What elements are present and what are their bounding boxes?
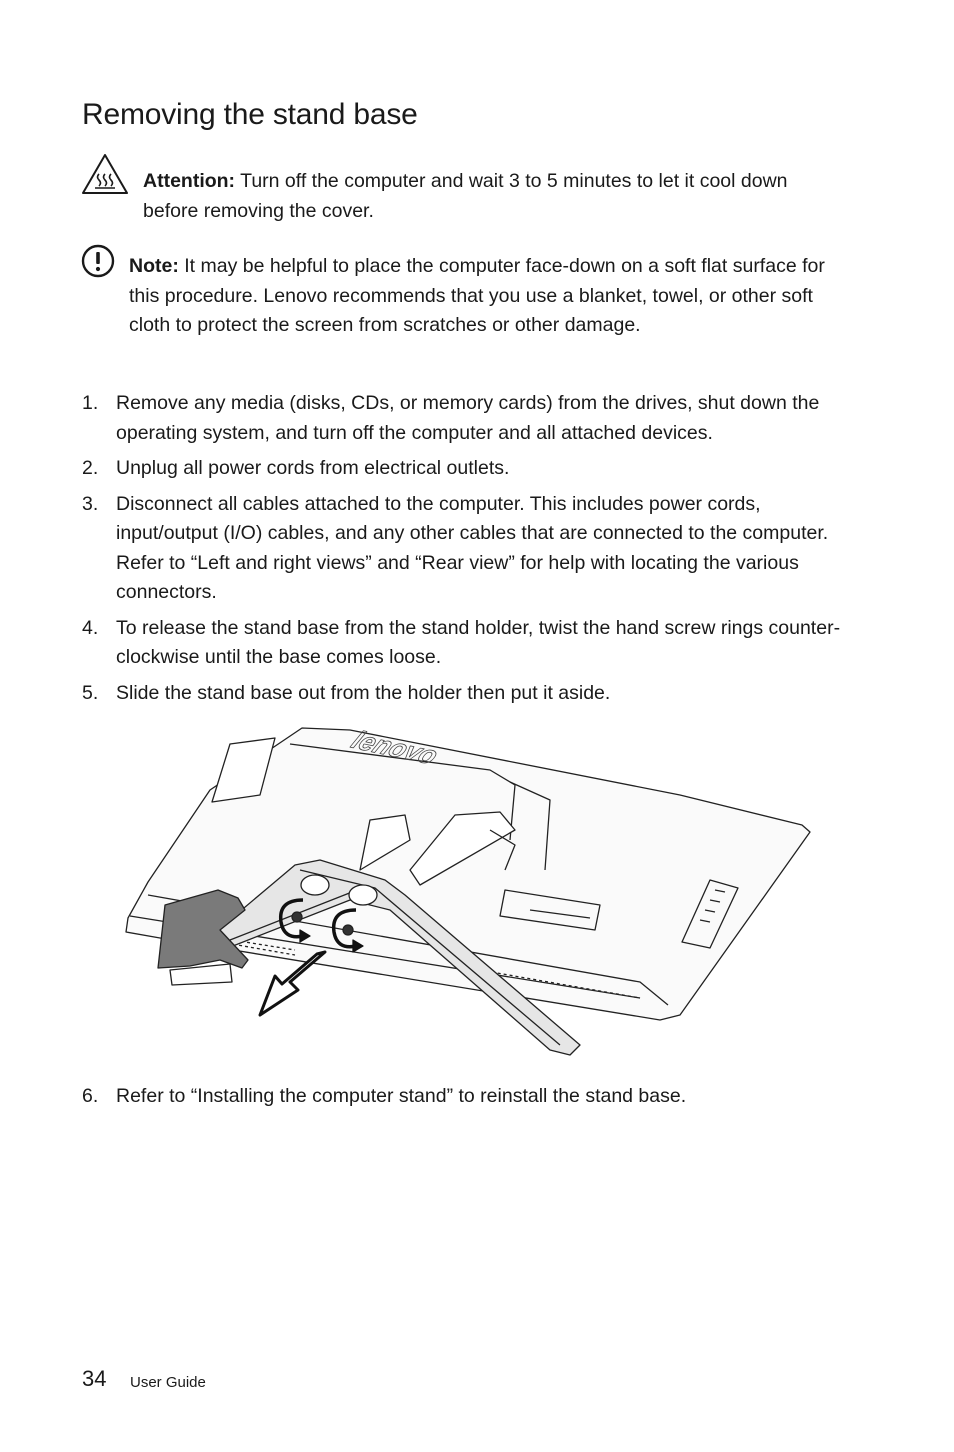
step-number: 5. xyxy=(82,681,99,704)
step-number: 1. xyxy=(82,392,99,414)
removal-arrow xyxy=(260,952,325,1015)
step-number: 4. xyxy=(82,616,99,639)
hot-surface-warning-icon xyxy=(80,152,130,196)
step-text: Slide the stand base out from the holder then put it aside. xyxy=(116,681,611,704)
footer-label: User Guide xyxy=(130,1374,206,1391)
list-item xyxy=(82,490,852,608)
note-notice xyxy=(129,252,829,341)
lenovo-logo: lenovo xyxy=(346,725,444,770)
procedure-steps xyxy=(82,389,852,714)
step-text: Unplug all power cords from electrical outlets. xyxy=(116,457,510,479)
page-title: Removing the stand base xyxy=(82,98,418,131)
note-text: It may be helpful to place the computer face-down on a soft flat surface for this procedure. Lenovo recommends that you use a blanket, towel, or other soft cloth to protect the screen from scratches or other damage. xyxy=(129,255,825,336)
procedure-steps-continued xyxy=(82,1082,852,1118)
list-item xyxy=(82,614,852,673)
step-text: Disconnect all cables attached to the computer. This includes power cords, input/output (I/O) cables, and any other cables that are connected to the computer. Refer to “Left and right views” and “Rear view” for help with locating the various connectors. xyxy=(116,492,829,603)
list-item xyxy=(82,679,852,709)
list-item xyxy=(82,1082,852,1112)
list-item xyxy=(82,389,852,448)
step-text: Remove any media (disks, CDs, or memory cards) from the drives, shut down the operating system, and turn off the computer and all attached devices. xyxy=(116,392,820,444)
step-number: 2. xyxy=(82,457,99,479)
page-number: 34 xyxy=(82,1366,107,1391)
attention-notice xyxy=(143,167,823,226)
attention-label: Attention: xyxy=(143,170,236,192)
step-text: To release the stand base from the stand holder, twist the hand screw rings counter-clockwise until the base comes loose. xyxy=(116,616,841,668)
attention-text: Turn off the computer and wait 3 to 5 minutes to let it cool down before removing the cover. xyxy=(143,170,788,222)
step-number: 6. xyxy=(82,1085,99,1107)
step-number: 3. xyxy=(82,492,99,515)
note-label: Note: xyxy=(129,255,179,277)
exclamation-circle-icon xyxy=(81,244,115,278)
list-item xyxy=(82,454,852,484)
step-text: Refer to “Installing the computer stand” to reinstall the stand base. xyxy=(116,1085,687,1107)
stand-base-removal-illustration xyxy=(120,720,820,1065)
